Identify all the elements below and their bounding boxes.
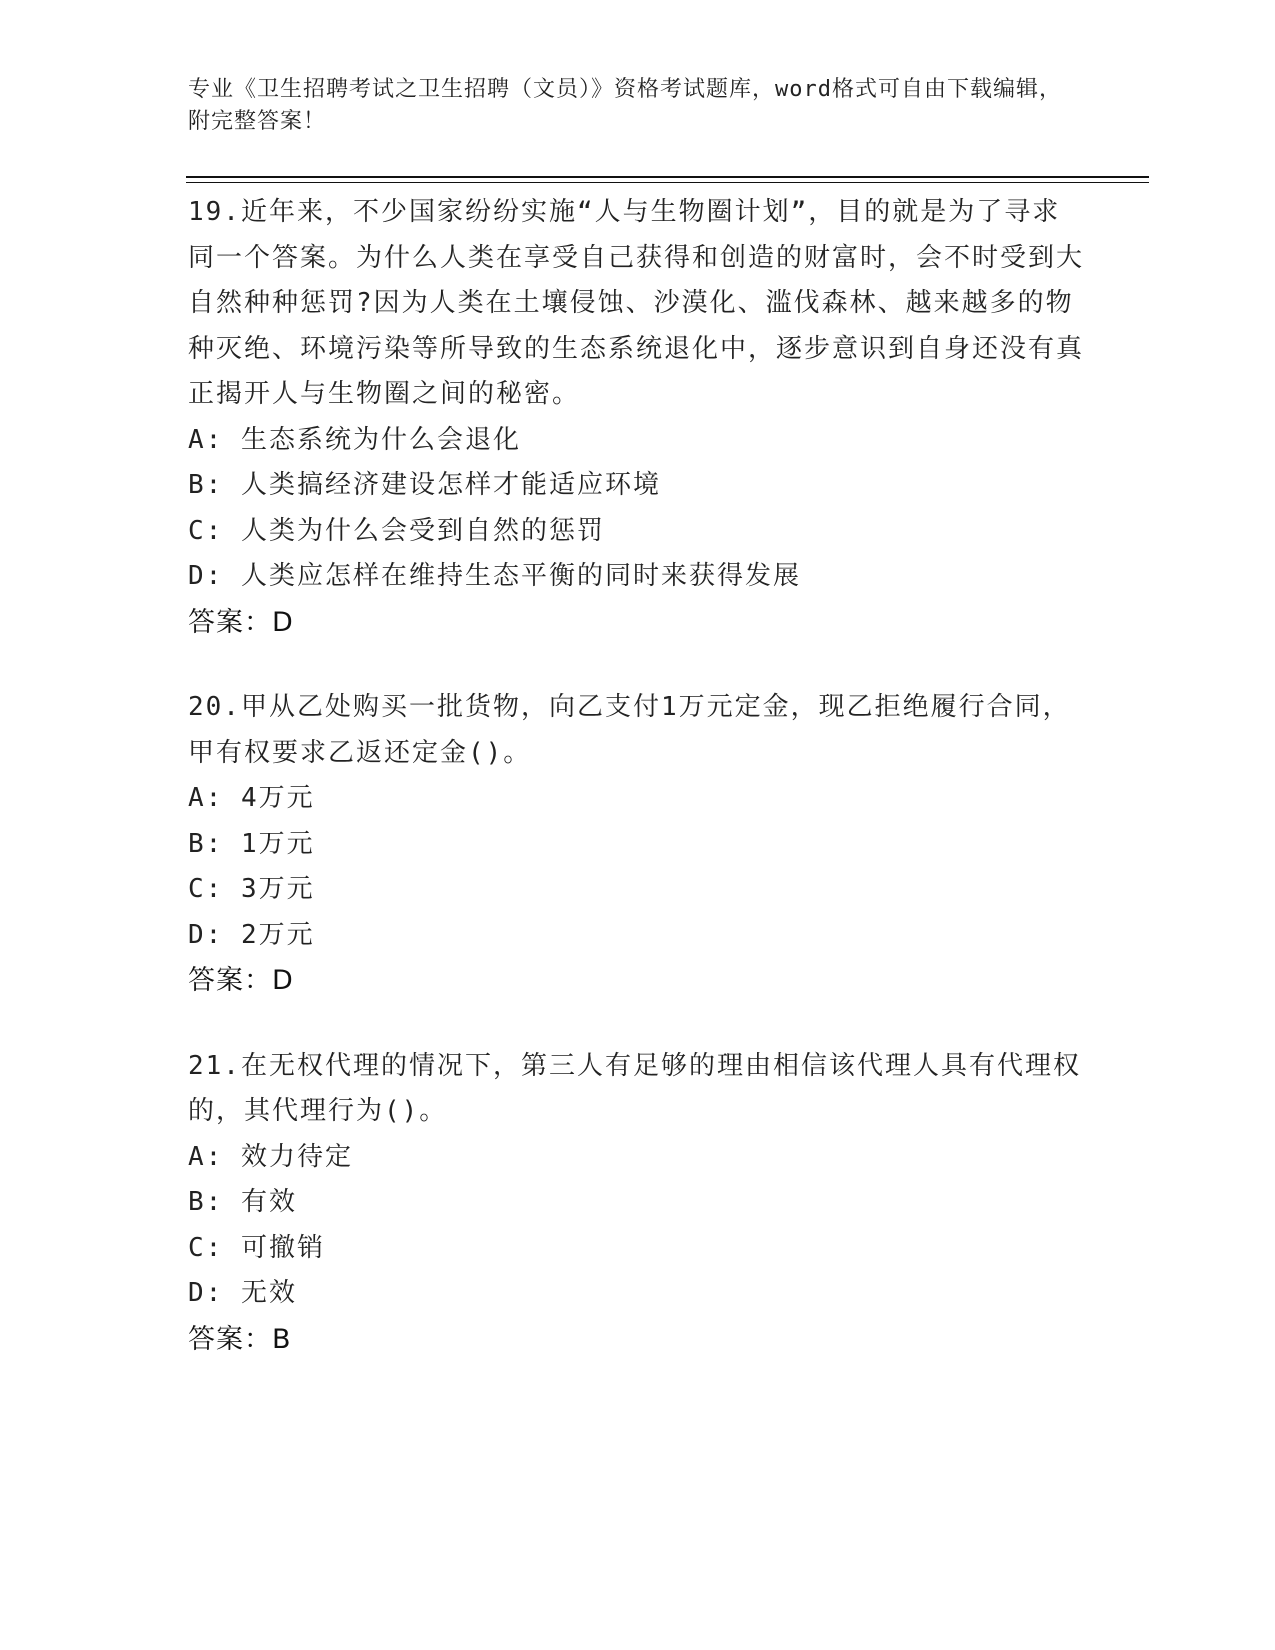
answer-label: 答案：D: [188, 965, 294, 996]
option-b: B: 人类搞经济建设怎样才能适应环境: [188, 470, 661, 500]
question-20: [188, 685, 1088, 1004]
header-divider-thick: [186, 176, 1149, 178]
option-c: C: 人类为什么会受到自然的惩罚: [188, 515, 605, 546]
question-stem: 19.近年来，不少国家纷纷实施“人与生物圈计划”，目的就是为了寻求同一个答案。为什么人类在享受自己获得和创造的财富时，会不时受到大自然种种惩罚?因为人类在土壤侵蚀、沙漠化、滥伐森林、越来越多的物种灭绝、环境污染等所导致的生态系统退化中，逐步意识到自身还没有真正揭开人与生物圈之间的秘密。: [188, 197, 1085, 409]
question-19: [188, 190, 1088, 645]
option-a: A: 生态系统为什么会退化: [188, 424, 521, 455]
answer-label: 答案：D: [188, 606, 294, 638]
option-b: B: 有效: [188, 1187, 297, 1217]
option-c: C: 可撤销: [188, 1232, 325, 1263]
question-stem: 20.甲从乙处购买一批货物，向乙支付1万元定金，现乙拒绝履行合同，甲有权要求乙返还定金()。: [188, 692, 1071, 768]
header-divider-thin: [186, 182, 1149, 183]
option-c: C: 3万元: [188, 874, 315, 904]
option-a: A: 效力待定: [188, 1141, 353, 1172]
document-header: 专业《卫生招聘考试之卫生招聘（文员）》资格考试题库，word格式可自由下载编辑，附完整答案！: [188, 77, 1062, 134]
question-list: [188, 190, 1088, 1402]
option-b: B: 1万元: [188, 828, 315, 859]
question-stem: 21.在无权代理的情况下，第三人有足够的理由相信该代理人具有代理权的，其代理行为()。: [188, 1050, 1081, 1126]
answer-label: 答案：B: [188, 1323, 292, 1355]
option-a: A: 4万元: [188, 783, 315, 813]
option-d: D: 无效: [188, 1278, 297, 1308]
option-d: D: 人类应怎样在维持生态平衡的同时来获得发展: [188, 561, 801, 591]
question-21: [188, 1044, 1088, 1363]
option-d: D: 2万元: [188, 919, 315, 950]
